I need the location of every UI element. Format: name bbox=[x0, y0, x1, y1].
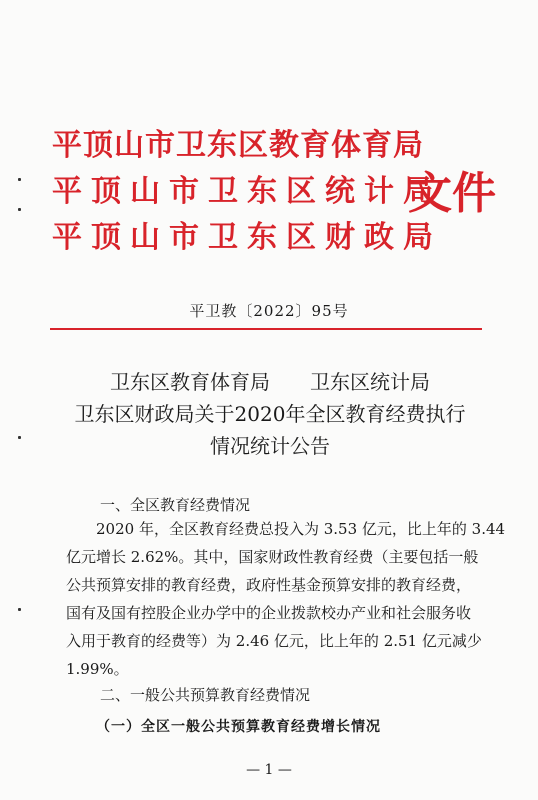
paragraph-line: 公共预算安排的教育经费，政府性基金预算安排的教育经费， bbox=[66, 576, 472, 594]
title-line-1: 卫东区教育体育局 卫东区统计局 bbox=[110, 370, 430, 394]
scan-mark bbox=[18, 178, 21, 181]
title-line-3: 情况统计公告 bbox=[210, 434, 330, 458]
section-1-paragraph bbox=[66, 515, 506, 683]
paragraph-line: 亿元增长 2.62%。其中，国家财政性教育经费（主要包括一般 bbox=[66, 548, 479, 566]
section-2-subheading: （一）全区一般公共预算教育经费增长情况 bbox=[96, 719, 381, 735]
section-2-heading: 二、一般公共预算教育经费情况 bbox=[100, 686, 311, 704]
paragraph-line: 入用于教育的经费等）为 2.46 亿元，比上年的 2.51 亿元减少 bbox=[66, 632, 482, 650]
scan-mark bbox=[18, 208, 21, 211]
letterhead-line-3: 平顶山市卫东区财政局 bbox=[52, 220, 442, 255]
title-line-2: 卫东区财政局关于2020年全区教育经费执行 bbox=[74, 402, 466, 426]
scan-mark bbox=[18, 436, 21, 439]
paragraph-line: 国有及国有控股企业办学中的企业拨款校办产业和社会服务收 bbox=[66, 604, 472, 622]
page-number: — 1 — bbox=[246, 762, 292, 778]
document-number: 平卫教〔2022〕95号 bbox=[189, 302, 349, 320]
paragraph-line: 2020 年，全区教育经费总投入为 3.53 亿元，比上年的 3.44 bbox=[96, 520, 506, 538]
section-1-heading: 一、全区教育经费情况 bbox=[100, 496, 251, 514]
scan-mark bbox=[18, 608, 21, 611]
letterhead-line-2: 平顶山市卫东区统计局 bbox=[52, 174, 442, 209]
letterhead-suffix: 文件 bbox=[408, 168, 496, 219]
red-divider bbox=[50, 328, 482, 330]
letterhead bbox=[52, 128, 496, 263]
letterhead-line-1: 平顶山市卫东区教育体育局 bbox=[52, 128, 424, 163]
paragraph-line: 1.99%。 bbox=[66, 660, 129, 678]
